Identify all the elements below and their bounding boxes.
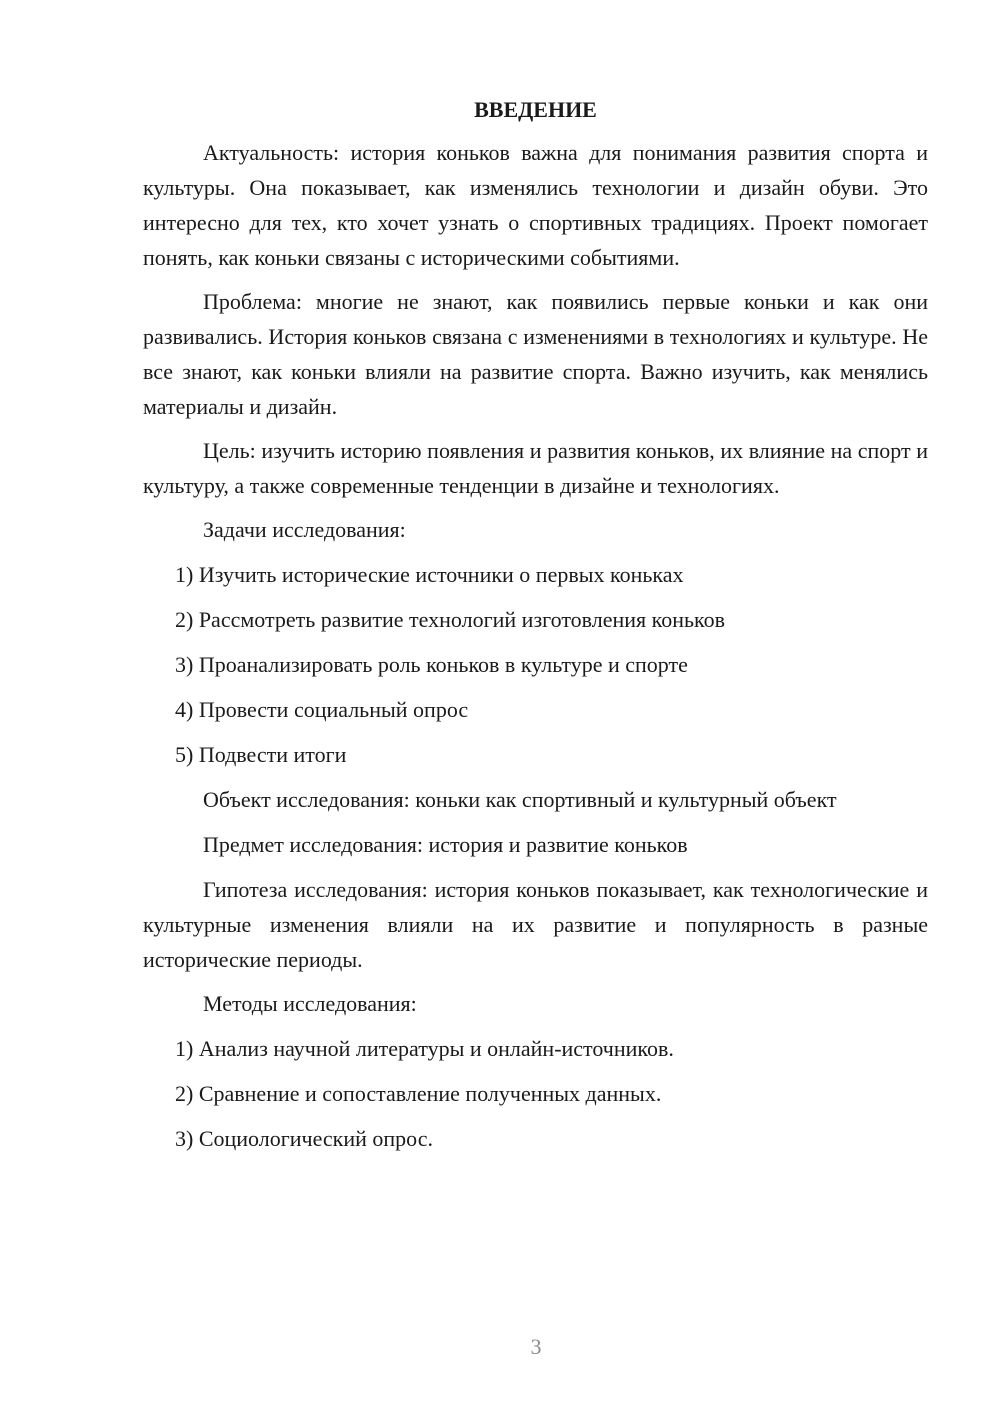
paragraph-goal: Цель: изучить историю появления и развития коньков, их влияние на спорт и культуру, а также современные тенденции в дизайне и технологиях. (143, 438, 928, 498)
page-number: 3 (530, 1334, 542, 1359)
document-page (143, 92, 928, 1166)
tasks-list (143, 557, 928, 772)
research-object: Объект исследования: коньки как спортивный и культурный объект (203, 787, 837, 812)
research-subject: Предмет исследования: история и развитие коньков (203, 832, 688, 857)
tasks-heading: Задачи исследования: (203, 517, 406, 542)
paragraph-relevance: Актуальность: история коньков важна для понимания развития спорта и культуры. Она показывает, как изменялись технологии и дизайн обуви. Это интересно для тех, кто хочет узнать о спортивных традициях. Проект помогает понять, как коньки связаны с историческими событиями. (143, 140, 928, 270)
list-item: 1) Анализ научной литературы и онлайн-источников. (175, 1036, 674, 1061)
list-item: 2) Сравнение и сопоставление полученных данных. (175, 1081, 662, 1106)
list-item: 1) Изучить исторические источники о первых коньках (175, 562, 684, 587)
page-title: ВВЕДЕНИЕ (474, 97, 597, 122)
paragraph-problem: Проблема: многие не знают, как появились первые коньки и как они развивались. История коньков связана с изменениями в технологиях и культуре. Не все знают, как коньки влияли на развитие спорта. Важно изучить, как менялись материалы и дизайн. (143, 289, 928, 419)
list-item: 5) Подвести итоги (175, 742, 347, 767)
list-item: 3) Проанализировать роль коньков в культуре и спорте (175, 652, 688, 677)
methods-heading: Методы исследования: (203, 991, 417, 1016)
methods-list (143, 1031, 928, 1156)
list-item: 2) Рассмотреть развитие технологий изготовления коньков (175, 607, 725, 632)
list-item: 4) Провести социальный опрос (175, 697, 469, 722)
paragraph-hypothesis: Гипотеза исследования: история коньков показывает, как технологические и культурные изменения влияли на их развитие и популярность в разные исторические периоды. (143, 877, 928, 972)
list-item: 3) Социологический опрос. (175, 1126, 433, 1151)
